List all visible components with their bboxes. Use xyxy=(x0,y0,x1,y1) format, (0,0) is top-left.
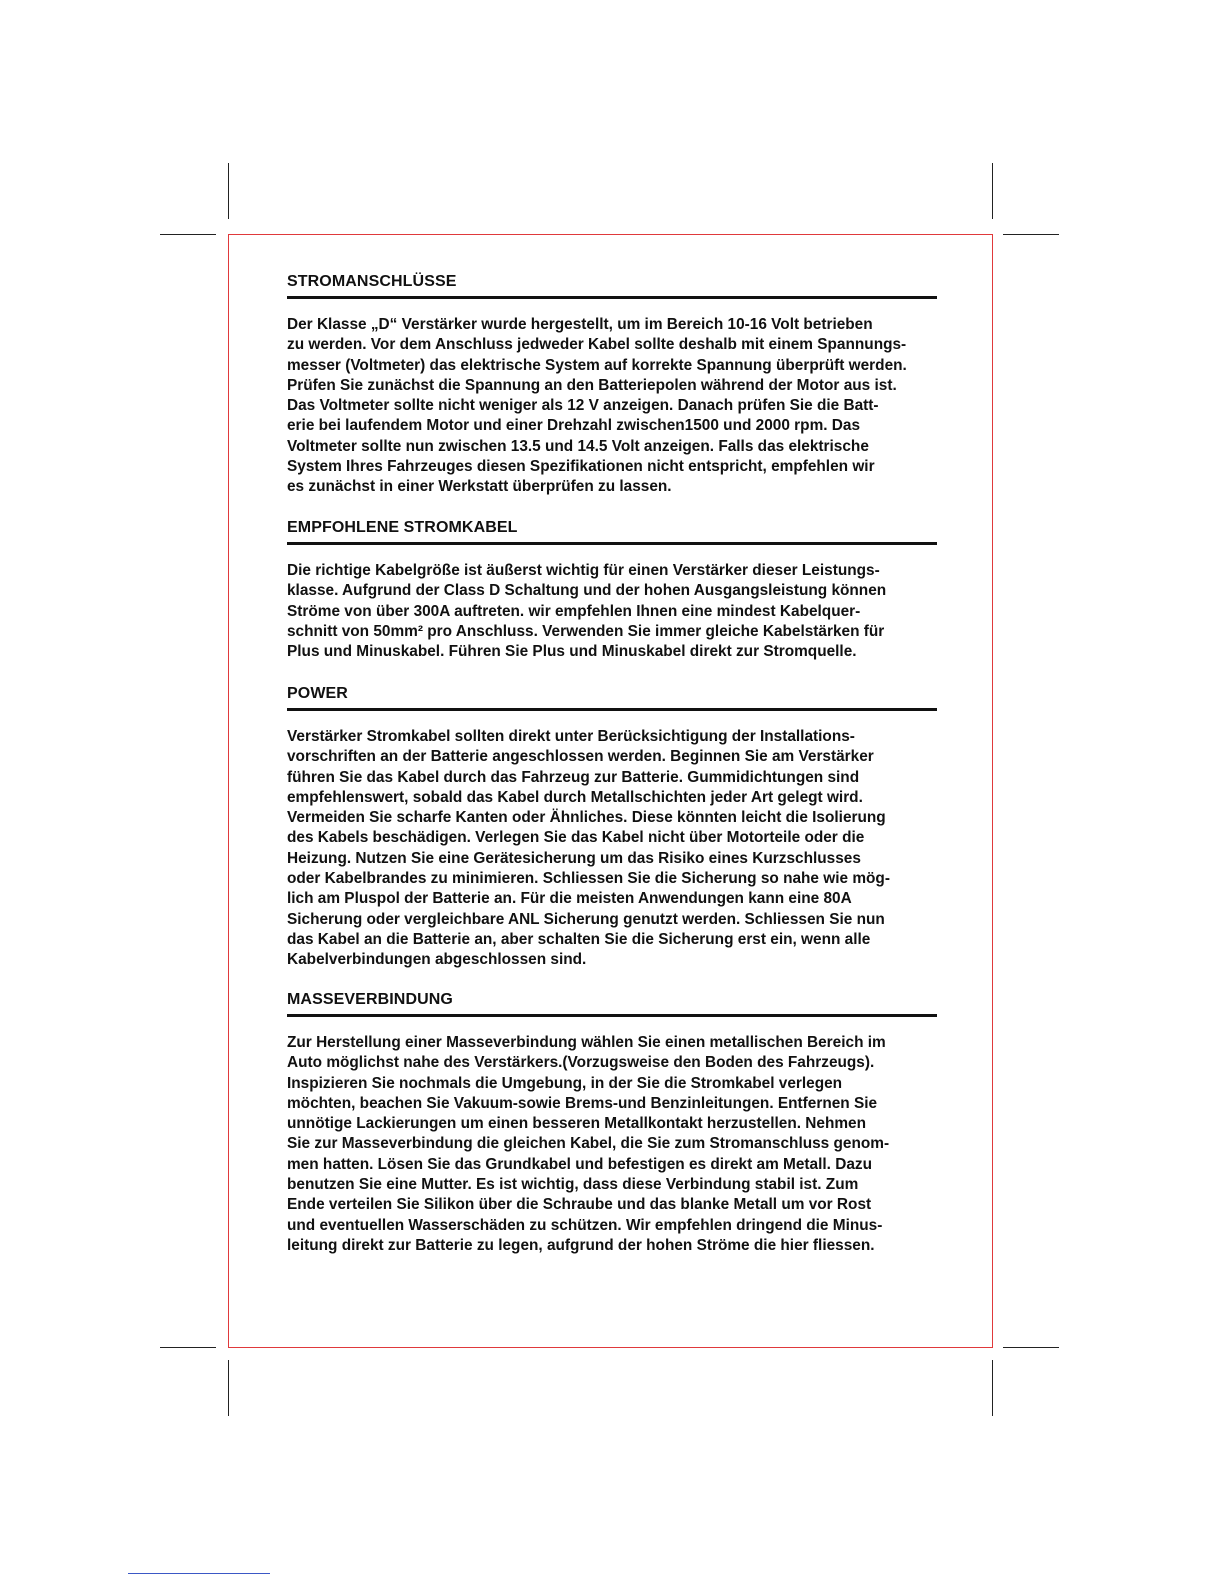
crop-mark-top-left-vertical xyxy=(228,163,229,219)
section-paragraph: Der Klasse „D“ Verstärker wurde hergestellt, um im Bereich 10-16 Volt betrieben zu werden. Vor dem Anschluss jedweder Kabel sollte deshalb mit einem Spannungs- messer (Voltmeter) das elektrische System auf korrekte Spannung überprüft werden. Prüfen Sie zunächst die Spannung an den Batteriepolen während der Motor aus ist. Das Voltmeter sollte nicht weniger als 12 V anzeigen. Danach prüfen Sie die Batt- erie bei laufendem Motor und einer Drehzahl zwischen1500 und 2000 rpm. Das Voltmeter sollte nun zwischen 13.5 und 14.5 Volt anzeigen. Falls das elektrische System Ihres Fahrzeuges diesen Spezifikationen nicht entspricht, empfehlen wir es zunächst in einer Werkstatt überprüfen zu lassen. xyxy=(287,316,907,496)
crop-mark-top-left-horizontal xyxy=(160,234,216,235)
section-heading: STROMANSCHLÜSSE xyxy=(287,272,937,299)
crop-mark-top-right-horizontal xyxy=(1003,234,1059,235)
crop-mark-bottom-right-horizontal xyxy=(1003,1347,1059,1348)
section-heading: POWER xyxy=(287,684,937,711)
section-power xyxy=(287,684,967,971)
section-heading: MASSEVERBINDUNG xyxy=(287,990,937,1017)
section-paragraph: Die richtige Kabelgröße ist äußerst wichtig für einen Verstärker dieser Leistungs- klasse. Aufgrund der Class D Schaltung und der hohen Ausgangsleistung können Ströme von über 300A auftreten. wir empfehlen Ihnen eine mindest Kabelquer- schnitt von 50mm² pro Anschluss. Verwenden Sie immer gleiche Kabelstärken für Plus und Minuskabel. Führen Sie Plus und Minuskabel direkt zur Stromquelle. xyxy=(287,562,887,661)
crop-mark-bottom-left-horizontal xyxy=(160,1347,216,1348)
section-stromanschluesse xyxy=(287,272,967,498)
crop-mark-bottom-left-vertical xyxy=(228,1360,229,1416)
bottom-link-underline xyxy=(128,1573,270,1574)
crop-mark-bottom-right-vertical xyxy=(992,1360,993,1416)
section-empfohlene-stromkabel xyxy=(287,518,967,662)
section-masseverbindung xyxy=(287,990,967,1256)
section-paragraph: Zur Herstellung einer Masseverbindung wählen Sie einen metallischen Bereich im Auto möglichst nahe des Verstärkers.(Vorzugsweise den Boden des Fahrzeugs). Inspizieren Sie nochmals die Umgebung, in der Sie die Stromkabel verlegen möchten, beachen Sie Vakuum-sowie Brems-und Benzinleitungen. Entfernen Sie unnötige Lackierungen um einen besseren Metallkontakt herzustellen. Nehmen Sie zur Masseverbindung die gleichen Kabel, die Sie zum Stromanschluss genom- men hatten. Lösen Sie das Grundkabel und befestigen es direkt am Metall. Dazu benutzen Sie eine Mutter. Es ist wichtig, dass diese Verbindung stabil ist. Zum Ende verteilen Sie Silikon über die Schraube und das blanke Metall um vor Rost und eventuellen Wasserschäden zu schützen. Wir empfehlen dringend die Minus- leitung direkt zur Batterie zu legen, aufgrund der hohen Ströme die hier fliessen. xyxy=(287,1034,890,1254)
crop-mark-top-right-vertical xyxy=(992,163,993,219)
section-heading: EMPFOHLENE STROMKABEL xyxy=(287,518,937,545)
section-paragraph: Verstärker Stromkabel sollten direkt unter Berücksichtigung der Installations- vorschriften an der Batterie angeschlossen werden. Beginnen Sie am Verstärker führen Sie das Kabel durch das Fahrzeug zur Batterie. Gummidichtungen sind empfehlenswert, sobald das Kabel durch Metallschichten jeder Art gelegt wird. Vermeiden Sie scharfe Kanten oder Ähnliches. Diese könnten leicht die Isolierung des Kabels beschädigen. Verlegen Sie das Kabel nicht über Motorteile oder die Heizung. Nutzen Sie eine Gerätesicherung um das Risiko eines Kurzschlusses oder Kabelbrandes zu minimieren. Schliessen Sie die Sicherung so nahe wie mög- lich am Pluspol der Batterie an. Für die meisten Anwendungen kann eine 80A Sicherung oder vergleichbare ANL Sicherung genutzt werden. Schliessen Sie nun das Kabel an die Batterie an, aber schalten Sie die Sicherung erst ein, wenn alle Kabelverbindungen abgeschlossen sind. xyxy=(287,728,890,969)
